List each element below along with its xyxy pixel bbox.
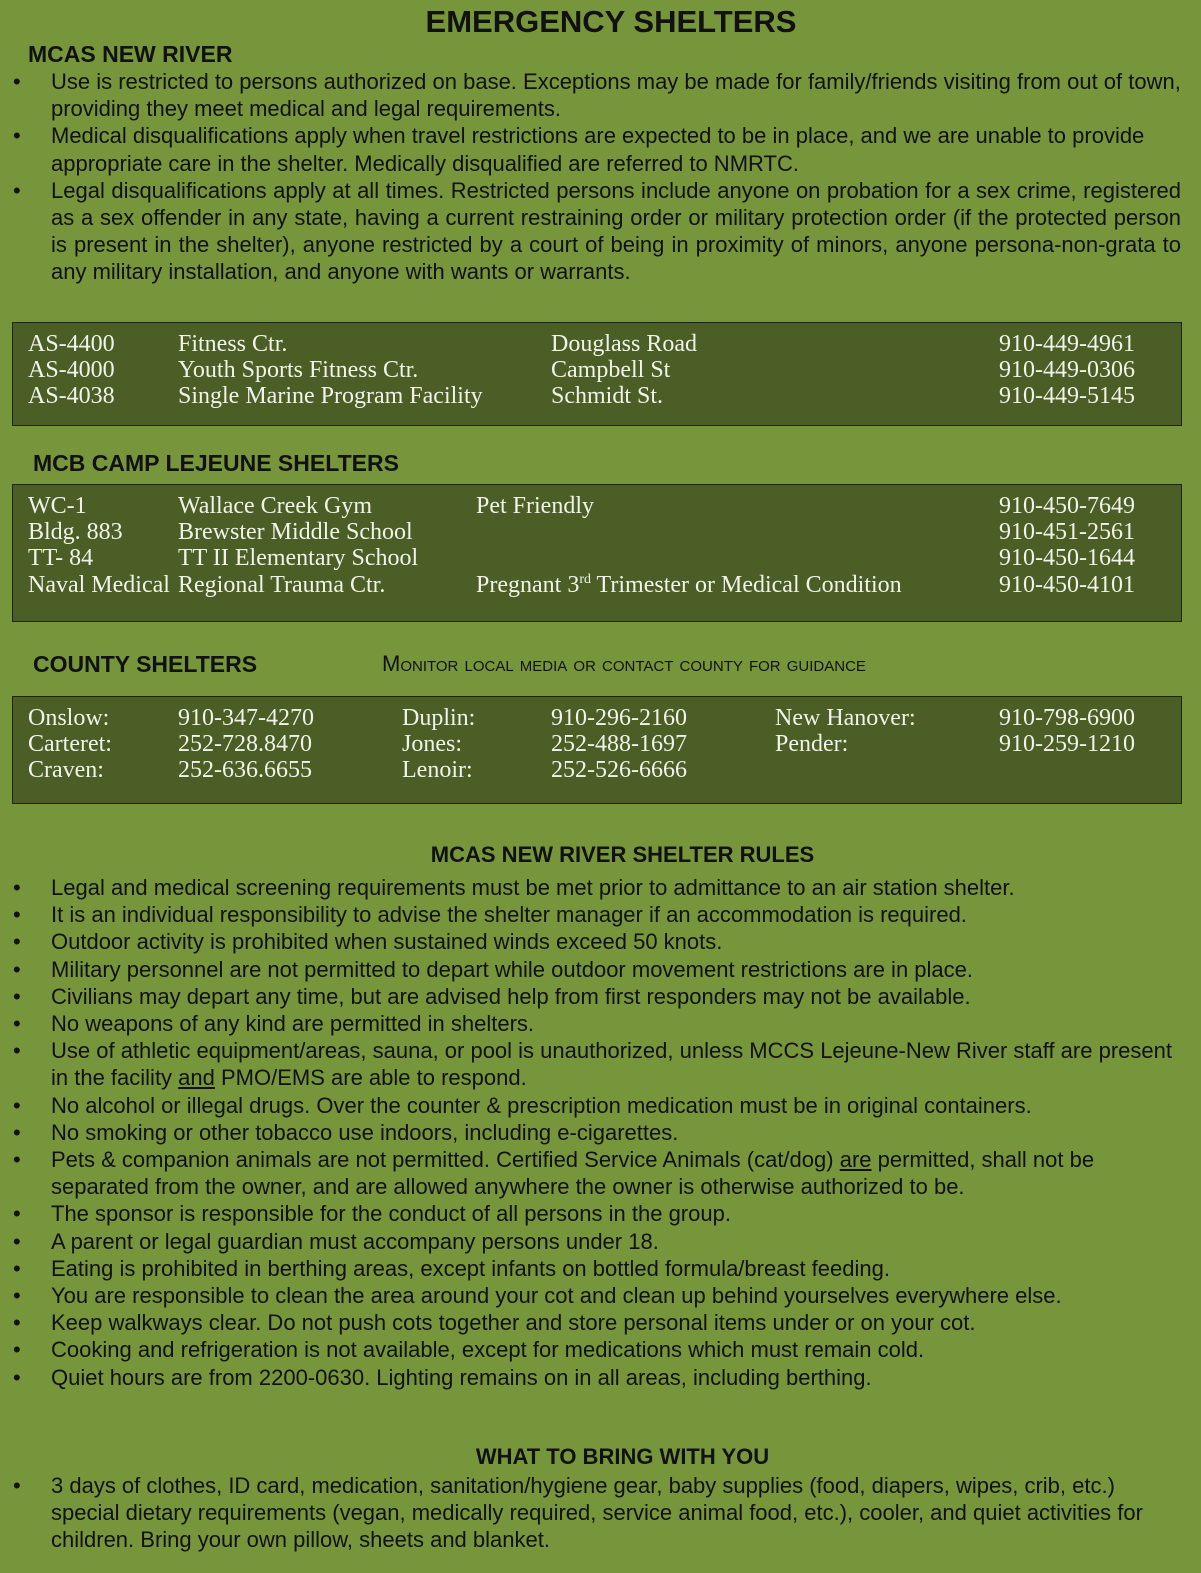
table-row <box>13 757 1181 783</box>
county-phone: 252-488-1697 <box>551 731 687 757</box>
table-row <box>13 383 1181 409</box>
shelter-name: Fitness Ctr. <box>178 331 288 357</box>
county-name: Pender: <box>775 731 849 757</box>
county-heading: COUNTY SHELTERS <box>33 651 258 677</box>
table-row <box>13 519 1181 545</box>
list-item: • Eating is prohibited in berthing areas, except infants on bottled formula/breast feeding. <box>11 1255 1181 1282</box>
list-item: • It is an individual responsibility to advise the shelter manager if an accommodation is required. <box>11 901 1181 928</box>
table-row <box>13 572 1181 598</box>
shelter-location: Campbell St <box>551 357 671 383</box>
county-shelter-table <box>12 696 1182 804</box>
list-item: • The sponsor is responsible for the conduct of all persons in the group. <box>11 1200 1181 1227</box>
county-phone: 910-798-6900 <box>999 705 1135 731</box>
list-item: • Cooking and refrigeration is not available, except for medications which must remain cold. <box>11 1336 1181 1363</box>
county-phone: 910-347-4270 <box>178 705 314 731</box>
shelter-name: Regional Trauma Ctr. <box>178 572 386 598</box>
shelter-name: TT II Elementary School <box>178 545 419 571</box>
list-item: • 3 days of clothes, ID card, medication, sanitation/hygiene gear, baby supplies (food, diapers, wipes, crib, etc.) special dietary requirements (vegan, medically required, service animal food, etc.), cooler, and quiet activities for children. Bring your own pillow, sheets and blanket. <box>11 1472 1181 1554</box>
county-phone: 252-728.8470 <box>178 731 312 757</box>
county-guidance-note: Monitor local media or contact county for guidance <box>382 651 866 676</box>
shelter-id: AS-4038 <box>28 383 115 409</box>
list-item: • Use is restricted to persons authorized on base. Exceptions may be made for family/friends visiting from out of town, providing they meet medical and legal requirements. <box>11 68 1181 122</box>
county-name: Jones: <box>402 731 462 757</box>
list-item: • No alcohol or illegal drugs. Over the counter & prescription medication must be in original containers. <box>11 1092 1181 1119</box>
new-river-heading: MCAS NEW RIVER <box>28 41 233 67</box>
shelter-note: Pet Friendly <box>476 493 594 519</box>
shelter-name: Single Marine Program Facility <box>178 383 483 409</box>
table-row <box>13 331 1181 357</box>
list-item: • Legal and medical screening requirements must be met prior to admittance to an air station shelter. <box>11 874 1181 901</box>
lejeune-shelter-table <box>12 484 1182 622</box>
shelter-name: Wallace Creek Gym <box>178 493 372 519</box>
list-item: • Outdoor activity is prohibited when sustained winds exceed 50 knots. <box>11 928 1181 955</box>
page-title: EMERGENCY SHELTERS <box>425 4 797 39</box>
shelter-phone: 910-449-0306 <box>999 357 1135 383</box>
county-name: Duplin: <box>402 705 476 731</box>
shelter-phone: 910-451-2561 <box>999 519 1135 545</box>
table-row <box>13 493 1181 519</box>
shelter-phone: 910-450-1644 <box>999 545 1135 571</box>
shelter-id: AS-4000 <box>28 357 115 383</box>
table-row <box>13 545 1181 571</box>
table-row <box>13 705 1181 731</box>
county-name: Onslow: <box>28 705 110 731</box>
shelter-name: Brewster Middle School <box>178 519 413 545</box>
bring-list <box>11 1472 1181 1554</box>
county-name: Lenoir: <box>402 757 473 783</box>
list-item: • A parent or legal guardian must accompany persons under 18. <box>11 1228 1181 1255</box>
shelter-id: Bldg. 883 <box>28 519 123 545</box>
shelter-location: Schmidt St. <box>551 383 664 409</box>
county-phone: 252-526-6666 <box>551 757 687 783</box>
table-row <box>13 731 1181 757</box>
list-item: • No weapons of any kind are permitted in shelters. <box>11 1010 1181 1037</box>
rules-list <box>11 874 1181 1391</box>
shelter-note: Pregnant 3rd Trimester or Medical Condition <box>476 572 902 598</box>
shelter-phone: 910-450-7649 <box>999 493 1135 519</box>
county-name: Craven: <box>28 757 104 783</box>
list-item: • Quiet hours are from 2200-0630. Lighting remains on in all areas, including berthing. <box>11 1364 1181 1391</box>
new-river-bullets <box>11 68 1181 286</box>
shelter-phone: 910-449-5145 <box>999 383 1135 409</box>
shelter-phone: 910-449-4961 <box>999 331 1135 357</box>
table-row <box>13 357 1181 383</box>
shelter-id: Naval Medical <box>28 572 170 598</box>
shelter-name: Youth Sports Fitness Ctr. <box>178 357 419 383</box>
list-item: • No smoking or other tobacco use indoors, including e-cigarettes. <box>11 1119 1181 1146</box>
list-item: • Legal disqualifications apply at all times. Restricted persons include anyone on probation for a sex crime, registered as a sex offender in any state, having a current restraining order or military protection order (if the protected person is present in the shelter), anyone restricted by a court of being in proximity of minors, anyone persona-non-grata to any military installation, and anyone with wants or warrants. <box>11 177 1181 286</box>
list-item: • Medical disqualifications apply when travel restrictions are expected to be in place, and we are unable to provide appropriate care in the shelter. Medically disqualified are referred to NMRTC. <box>11 122 1181 176</box>
list-item: • Civilians may depart any time, but are advised help from first responders may not be available. <box>11 983 1181 1010</box>
shelter-id: AS-4400 <box>28 331 115 357</box>
lejeune-heading: MCB CAMP LEJEUNE SHELTERS <box>33 450 399 476</box>
rules-heading: MCAS NEW RIVER SHELTER RULES <box>430 842 815 867</box>
new-river-shelter-table <box>12 322 1182 426</box>
county-name: Carteret: <box>28 731 112 757</box>
shelter-id: TT- 84 <box>28 545 94 571</box>
shelter-location: Douglass Road <box>551 331 697 357</box>
shelter-id: WC-1 <box>28 493 87 519</box>
list-item: • Use of athletic equipment/areas, sauna, or pool is unauthorized, unless MCCS Lejeune-New River staff are present in the facility and PMO/EMS are able to respond. <box>11 1037 1181 1091</box>
bring-heading: WHAT TO BRING WITH YOU <box>475 1444 770 1469</box>
county-phone: 910-259-1210 <box>999 731 1135 757</box>
county-phone: 252-636.6655 <box>178 757 312 783</box>
county-phone: 910-296-2160 <box>551 705 687 731</box>
list-item: • You are responsible to clean the area around your cot and clean up behind yourselves everywhere else. <box>11 1282 1181 1309</box>
list-item: • Pets & companion animals are not permitted. Certified Service Animals (cat/dog) are permitted, shall not be separated from the owner, and are allowed anywhere the owner is otherwise authorized to be. <box>11 1146 1181 1200</box>
county-name: New Hanover: <box>775 705 916 731</box>
shelter-phone: 910-450-4101 <box>999 572 1135 598</box>
list-item: • Keep walkways clear. Do not push cots together and store personal items under or on your cot. <box>11 1309 1181 1336</box>
list-item: • Military personnel are not permitted to depart while outdoor movement restrictions are in place. <box>11 956 1181 983</box>
